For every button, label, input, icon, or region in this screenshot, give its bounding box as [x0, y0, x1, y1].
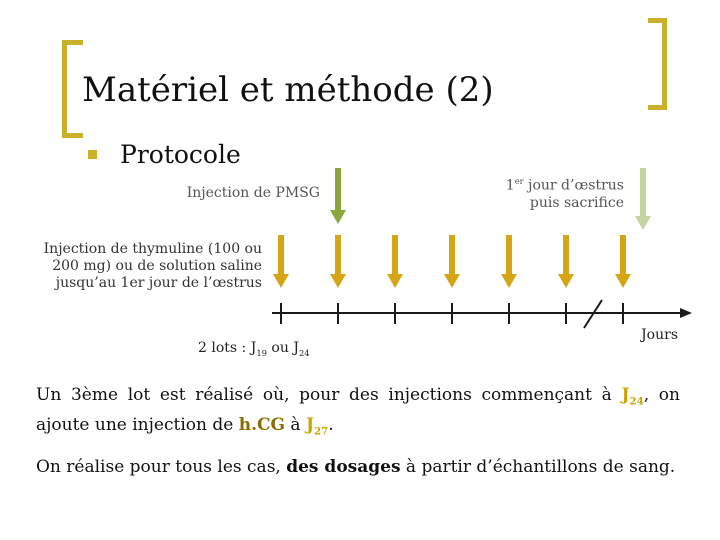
injection-arrow-4-head [444, 274, 460, 288]
arrows-layer [273, 168, 651, 288]
paragraph-third-lot [36, 383, 680, 444]
para1-text-c: à [285, 415, 306, 436]
oestrus-label-suffix: jour d’œstrus [523, 177, 624, 194]
thymuline-label-line2: 200 mg) ou de solution saline [52, 258, 262, 274]
pmsg-arrow-head [330, 210, 346, 224]
para1-j27-sub: 27 [314, 425, 329, 438]
injection-arrow-6-head [558, 274, 574, 288]
injection-arrow-1 [273, 235, 289, 288]
thymuline-label-line1: Injection de thymuline (100 ou [43, 241, 262, 257]
oestrus-label-prefix: 1 [505, 177, 515, 194]
injection-arrow-7-shaft [620, 235, 626, 274]
injection-arrow-4-shaft [449, 235, 455, 274]
injection-arrow-5-shaft [506, 235, 512, 274]
injection-arrow-6 [558, 235, 574, 288]
injection-arrow-3-head [387, 274, 403, 288]
slide-title: Matériel et méthode (2) [82, 70, 494, 110]
para2-text-a: On réalise pour tous les cas, [36, 457, 287, 477]
injection-arrow-3 [387, 235, 403, 288]
injection-arrow-2-shaft [335, 235, 341, 274]
thymuline-label-line3: jusqu’au 1er jour de l’œstrus [55, 275, 262, 291]
para1-j24-sub: 24 [629, 395, 644, 408]
injection-arrow-1-shaft [278, 235, 284, 274]
sacrifice-arrow [635, 168, 651, 230]
sacrifice-arrow-shaft [640, 168, 646, 216]
para1-j24 [621, 385, 644, 408]
para1-j24-letter: J [621, 385, 630, 405]
injection-arrow-7-head [615, 274, 631, 288]
oestrus-label-line2: puis sacrifice [529, 194, 624, 211]
injection-arrow-7 [615, 235, 631, 288]
injection-arrow-4 [444, 235, 460, 288]
para1-hcg: h.CG [238, 415, 286, 436]
sacrifice-arrow-head [635, 216, 651, 230]
para1-j27 [305, 415, 329, 438]
axis-unit-label: Jours [641, 327, 678, 343]
pmsg-label: Injection de PMSG [186, 185, 320, 201]
lots-sub-1: 19 [256, 347, 267, 358]
para1-text-a: Un 3ème lot est réalisé où, pour des injections commençant à [36, 385, 622, 405]
injection-arrow-2-head [330, 274, 346, 288]
injection-arrow-6-shaft [563, 235, 569, 274]
lots-middle: ou J [266, 340, 299, 356]
para1-j27-letter: J [305, 415, 315, 436]
lots-label [198, 340, 310, 358]
oestrus-label-sup: er [514, 176, 524, 186]
pmsg-arrow [330, 168, 346, 224]
injection-arrow-1-head [273, 274, 289, 288]
para1-text-b: , on ajoute une injection de [36, 385, 680, 436]
bullet-protocole: Protocole [120, 140, 241, 169]
injection-arrow-5 [501, 235, 517, 288]
timeline-axis-arrowhead [680, 308, 692, 318]
lots-prefix: 2 lots : J [198, 340, 257, 356]
para2-text-b: à partir d’échantillons de sang. [400, 457, 676, 477]
para1-text-d: . [328, 415, 334, 436]
injection-arrow-5-head [501, 274, 517, 288]
paragraph-dosages [36, 455, 680, 479]
injection-arrow-3-shaft [392, 235, 398, 274]
pmsg-arrow-shaft [335, 168, 341, 210]
axis-layer [272, 300, 692, 328]
lots-sub-2: 24 [298, 347, 310, 358]
para2-bold: des dosages [286, 457, 401, 477]
injection-arrow-2 [330, 235, 346, 288]
